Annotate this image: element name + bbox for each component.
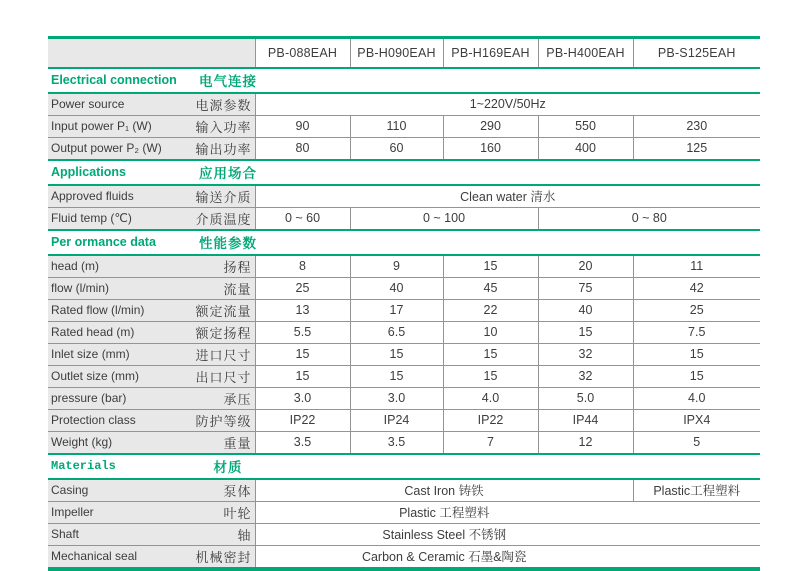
cell-value-span: Cast Iron 铸铁	[255, 479, 633, 502]
cell-empty	[633, 501, 760, 523]
row-label-en: Rated flow (l/min)	[48, 299, 180, 321]
cell-value: 15	[443, 343, 538, 365]
section-row-electrical	[48, 68, 760, 93]
cell-value: 15	[633, 365, 760, 387]
cell-value: 60	[350, 137, 443, 160]
row-label-en: head (m)	[48, 255, 180, 278]
cell-empty	[633, 523, 760, 545]
model-header-cell: PB-S125EAH	[633, 38, 760, 68]
row-label-en: Casing	[48, 479, 180, 502]
table-row-outlet-size	[48, 365, 760, 387]
table-row-power-source	[48, 93, 760, 116]
table-row-inlet-size	[48, 343, 760, 365]
cell-value: 7	[443, 431, 538, 454]
cell-value: 75	[538, 277, 633, 299]
row-label-en: Weight (kg)	[48, 431, 180, 454]
table-row-input-power	[48, 115, 760, 137]
row-label-zh: 机械密封	[180, 545, 255, 569]
section-row-materials	[48, 454, 760, 479]
table-row-impeller	[48, 501, 760, 523]
row-label-zh: 承压	[180, 387, 255, 409]
cell-value: 25	[255, 277, 350, 299]
cell-value-span: Carbon & Ceramic 石墨&陶瓷	[255, 545, 633, 569]
cell-value-span: 0 ~ 100	[350, 207, 538, 230]
cell-value: IP44	[538, 409, 633, 431]
cell-value: 15	[255, 365, 350, 387]
cell-value: 3.0	[350, 387, 443, 409]
spec-sheet	[48, 36, 760, 571]
cell-value: 15	[538, 321, 633, 343]
table-row-pressure	[48, 387, 760, 409]
cell-value: 15	[443, 365, 538, 387]
section-title-zh: 应用场合	[199, 165, 257, 181]
row-label-zh: 出口尺寸	[180, 365, 255, 387]
cell-value: 32	[538, 365, 633, 387]
cell-value: IP22	[255, 409, 350, 431]
cell-value: 4.0	[633, 387, 760, 409]
row-label-zh: 输入功率	[180, 115, 255, 137]
cell-value: 110	[350, 115, 443, 137]
table-row-head	[48, 255, 760, 278]
row-label-zh: 介质温度	[180, 207, 255, 230]
cell-value: 40	[350, 277, 443, 299]
row-label-zh: 流量	[180, 277, 255, 299]
row-label-en: Fluid temp (℃)	[48, 207, 180, 230]
row-label-zh: 电源参数	[180, 93, 255, 116]
model-header-cell: PB-088EAH	[255, 38, 350, 68]
row-label-en: Approved fluids	[48, 185, 180, 208]
cell-value: IP24	[350, 409, 443, 431]
table-row-casing	[48, 479, 760, 502]
row-label-zh: 额定扬程	[180, 321, 255, 343]
cell-value: 13	[255, 299, 350, 321]
cell-value: 10	[443, 321, 538, 343]
row-label-zh: 扬程	[180, 255, 255, 278]
header-blank-cell	[48, 38, 255, 68]
section-cell	[48, 68, 760, 93]
section-title-zh: 材质	[213, 459, 243, 475]
section-title-en: Electrical connection	[51, 72, 177, 87]
cell-value: 40	[538, 299, 633, 321]
row-label-zh: 进口尺寸	[180, 343, 255, 365]
row-label-zh: 叶轮	[180, 501, 255, 523]
cell-value: 5.5	[255, 321, 350, 343]
section-cell	[48, 160, 760, 185]
row-label-en: Protection class	[48, 409, 180, 431]
cell-value: 0 ~ 60	[255, 207, 350, 230]
cell-empty	[633, 545, 760, 569]
table-row-protection-class	[48, 409, 760, 431]
section-title-en: Per ormance data	[51, 234, 156, 249]
row-label-zh: 额定流量	[180, 299, 255, 321]
cell-value: 32	[538, 343, 633, 365]
cell-value: 290	[443, 115, 538, 137]
section-title-en: Materials	[51, 458, 116, 473]
cell-value: 45	[443, 277, 538, 299]
model-header-cell: PB-H090EAH	[350, 38, 443, 68]
row-label-en: Rated head (m)	[48, 321, 180, 343]
row-label-en: pressure (bar)	[48, 387, 180, 409]
model-header-row	[48, 38, 760, 68]
cell-value: 125	[633, 137, 760, 160]
section-title-zh: 性能参数	[199, 235, 257, 251]
cell-value: 20	[538, 255, 633, 278]
row-label-zh: 重量	[180, 431, 255, 454]
row-label-zh: 输送介质	[180, 185, 255, 208]
model-header-cell: PB-H400EAH	[538, 38, 633, 68]
section-row-performance	[48, 230, 760, 255]
table-row-rated-flow	[48, 299, 760, 321]
row-label-zh: 防护等级	[180, 409, 255, 431]
cell-value: IPX4	[633, 409, 760, 431]
cell-value: 15	[443, 255, 538, 278]
cell-value: IP22	[443, 409, 538, 431]
section-row-applications	[48, 160, 760, 185]
cell-value: 230	[633, 115, 760, 137]
cell-value: 11	[633, 255, 760, 278]
cell-value: 90	[255, 115, 350, 137]
cell-value: 15	[350, 343, 443, 365]
cell-value: 15	[633, 343, 760, 365]
cell-value: 7.5	[633, 321, 760, 343]
cell-value: 12	[538, 431, 633, 454]
cell-value-span: Clean water 清水	[255, 185, 760, 208]
cell-value-span: 1~220V/50Hz	[255, 93, 760, 116]
cell-value-span: 0 ~ 80	[538, 207, 760, 230]
cell-value: Plastic工程塑料	[633, 479, 760, 502]
cell-value: 5	[633, 431, 760, 454]
section-cell	[48, 454, 760, 479]
cell-value-span: Stainless Steel 不锈钢	[255, 523, 633, 545]
row-label-zh: 泵体	[180, 479, 255, 502]
cell-value: 42	[633, 277, 760, 299]
model-header-cell: PB-H169EAH	[443, 38, 538, 68]
row-label-zh: 输出功率	[180, 137, 255, 160]
cell-value-span: Plastic 工程塑料	[255, 501, 633, 523]
table-row-mechanical-seal	[48, 545, 760, 569]
section-title-zh: 电气连接	[199, 73, 257, 89]
spec-table	[48, 36, 760, 571]
cell-value: 3.5	[350, 431, 443, 454]
cell-value: 5.0	[538, 387, 633, 409]
table-row-approved-fluids	[48, 185, 760, 208]
cell-value: 22	[443, 299, 538, 321]
table-row-shaft	[48, 523, 760, 545]
row-label-en: Mechanical seal	[48, 545, 180, 569]
row-label-zh: 轴	[180, 523, 255, 545]
table-row-output-power	[48, 137, 760, 160]
row-label-en: Output power P₂ (W)	[48, 137, 180, 160]
section-cell	[48, 230, 760, 255]
row-label-en: Power source	[48, 93, 180, 116]
row-label-en: Outlet size (mm)	[48, 365, 180, 387]
cell-value: 3.5	[255, 431, 350, 454]
cell-value: 3.0	[255, 387, 350, 409]
table-row-weight	[48, 431, 760, 454]
table-row-fluid-temp	[48, 207, 760, 230]
cell-value: 550	[538, 115, 633, 137]
cell-value: 4.0	[443, 387, 538, 409]
table-row-rated-head	[48, 321, 760, 343]
cell-value: 15	[255, 343, 350, 365]
cell-value: 6.5	[350, 321, 443, 343]
cell-value: 25	[633, 299, 760, 321]
row-label-en: Inlet size (mm)	[48, 343, 180, 365]
section-title-en: Applications	[51, 164, 127, 179]
row-label-en: Input power P₁ (W)	[48, 115, 180, 137]
table-row-flow	[48, 277, 760, 299]
cell-value: 8	[255, 255, 350, 278]
cell-value: 15	[350, 365, 443, 387]
cell-value: 400	[538, 137, 633, 160]
row-label-en: flow (l/min)	[48, 277, 180, 299]
cell-value: 9	[350, 255, 443, 278]
row-label-en: Impeller	[48, 501, 180, 523]
cell-value: 160	[443, 137, 538, 160]
cell-value: 80	[255, 137, 350, 160]
cell-value: 17	[350, 299, 443, 321]
row-label-en: Shaft	[48, 523, 180, 545]
